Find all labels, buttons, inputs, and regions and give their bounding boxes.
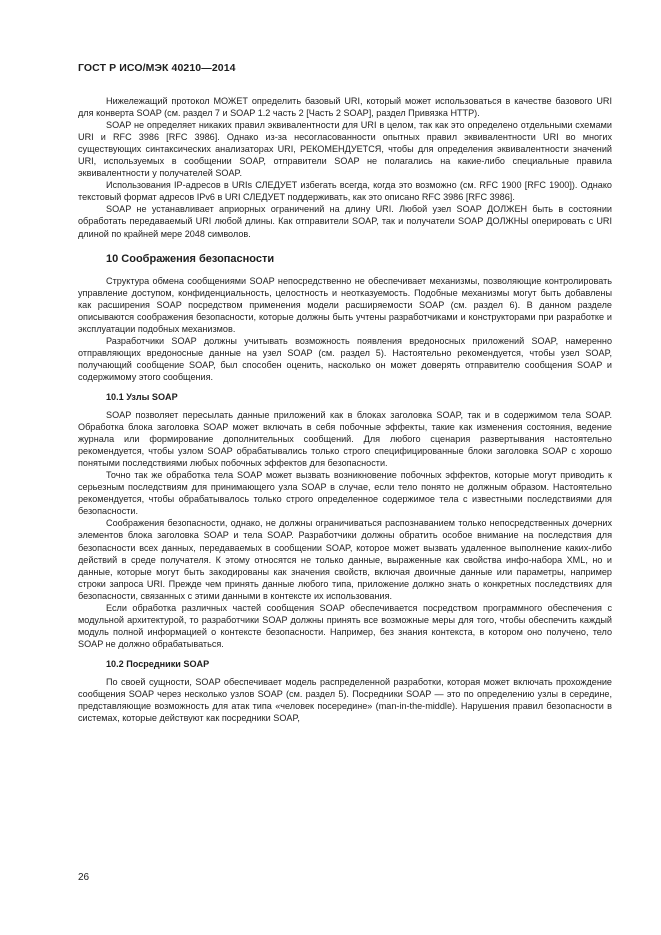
section-heading: 10 Соображения безопасности [106, 252, 275, 265]
subsection-heading: 10.1 Узлы SOAP [106, 391, 178, 402]
document-body [78, 95, 612, 724]
subsection-heading: 10.2 Посредники SOAP [106, 658, 210, 669]
paragraph: Использования IP-адресов в URIs СЛЕДУЕТ избегать всегда, когда это возможно (см. RFC 1900 [RFC 1900]). Однако текстовый формат адресов IPv6 в URI СЛЕДУЕТ поддерживать, как это описано RFC 3986 [RFC 3986]. [78, 180, 612, 203]
paragraph: Разработчики SOAP должны учитывать возможность появления вредоносных приложений SOAP, намеренно отправляющих вредоносные данные на узел SOAP (см. раздел 5). Настоятельно рекомендуется, чтобы узел SOAP, получающий сообщение SOAP, был способен оценить, насколько он может доверять отправителю сообщения SOAP и содержимому этого сообщения. [78, 335, 612, 382]
paragraph: Нижележащий протокол МОЖЕТ определить базовый URI, который может использоваться в качестве базового URI для конверта SOAP (см. раздел 7 и SOAP 1.2 часть 2 [Часть 2 SOAP], раздел Привязка HTTP). [78, 96, 612, 119]
paragraph: По своей сущности, SOAP обеспечивает модель распределенной разработки, которая может включать прохождение сообщения SOAP через несколько узлов SOAP (см. раздел 5). Посредники SOAP — это по определению узлы в середине, представляющие возможность для атак типа «человек посередине» (man-in-the-middle). Нарушения правил безопасности в системах, которые действуют как посредники SOAP, [78, 676, 612, 724]
paragraph: Соображения безопасности, однако, не должны ограничиваться распознаванием только непосредственных дочерних элементов блока заголовка SOAP и тела SOAP. Разработчики должны обратить особое внимание на последствия для безопасности всех данных, передаваемых в сообщении SOAP, которое может вызвать удаленное выполнение каких-либо действий в среде получателя. К этому относятся не только данные, выраженные как свойства инфо-набора XML, но и данные, которые могут быть закодированы как значения свойств, включая двоичные данные или параметры, например строки запроса URI. Прежде чем принять данные любого типа, приложение должно знать о конкретных последствиях для безопасности, связанных с этими данными в контексте их использования. [78, 518, 612, 601]
paragraph: Точно так же обработка тела SOAP может вызвать возникновение побочных эффектов, которые могут приводить к серьезным последствиям для принимающего узла SOAP в случае, если тело понято не должным образом. Настоятельно рекомендуется, чтобы обрабатывалось только строго определенное содержимое тела с известными последствиями для безопасности. [78, 470, 612, 517]
paragraph: SOAP не определяет никаких правил эквивалентности для URI в целом, так как это определено отдельными схемами URI и RFC 3986 [RFC 3986]. Однако из-за несогласованности опытных правил эквивалентности URI во многих существующих синтаксических анализаторах URI, РЕКОМЕНДУЕТСЯ, чтобы для определения эквивалентности значений URI, используемых в сообщении SOAP, отправители SOAP не полагались на какие-либо специальные правила эквивалентности у получателей SOAP. [78, 120, 612, 179]
paragraph: SOAP не устанавливает априорных ограничений на длину URI. Любой узел SOAP ДОЛЖЕН быть в состоянии обработать передаваемый URI любой длины. Как отправители SOAP, так и получатели SOAP ДОЛЖНЫ оперировать с URI длиной по крайней мере 2048 символов. [78, 204, 612, 239]
paragraph: Структура обмена сообщениями SOAP непосредственно не обеспечивает механизмы, позволяющие контролировать управление доступом, конфиденциальность, целостность и неотказуемость. Подобные механизмы могут быть добавлены как расширения SOAP посредством применения модели расширяемости SOAP (см. раздел 6). В данном разделе описываются соображения безопасности, которые должны быть учтены разработчиками и конструкторами при разработке и эксплуатации подобных механизмов. [78, 275, 612, 334]
paragraph: SOAP позволяет пересылать данные приложений как в блоках заголовка SOAP, так и в содержимом тела SOAP. Обработка блока заголовка SOAP может включать в себя побочные эффекты, такие как изменения состояния, ведение журнала или формирование дополнительных сообщений. Для любого сценария развертывания настоятельно рекомендуется, чтобы узлом SOAP обрабатывались только строго специфицированные блоки заголовка SOAP с хорошо понятыми последствиями любых побочных эффектов для безопасности. [78, 409, 612, 469]
paragraph: Если обработка различных частей сообщения SOAP обеспечивается посредством программного обеспечения с модульной архитектурой, то разработчики SOAP должны принять все возможные меры для того, чтобы обеспечить каждый модуль полной информацией о контексте безопасности. Например, без знания контекста, в котором оно получено, тело SOAP не должно обрабатываться. [78, 602, 612, 649]
document-header: ГОСТ Р ИСО/МЭК 40210—2014 [78, 62, 236, 74]
page-number: 26 [78, 872, 90, 883]
